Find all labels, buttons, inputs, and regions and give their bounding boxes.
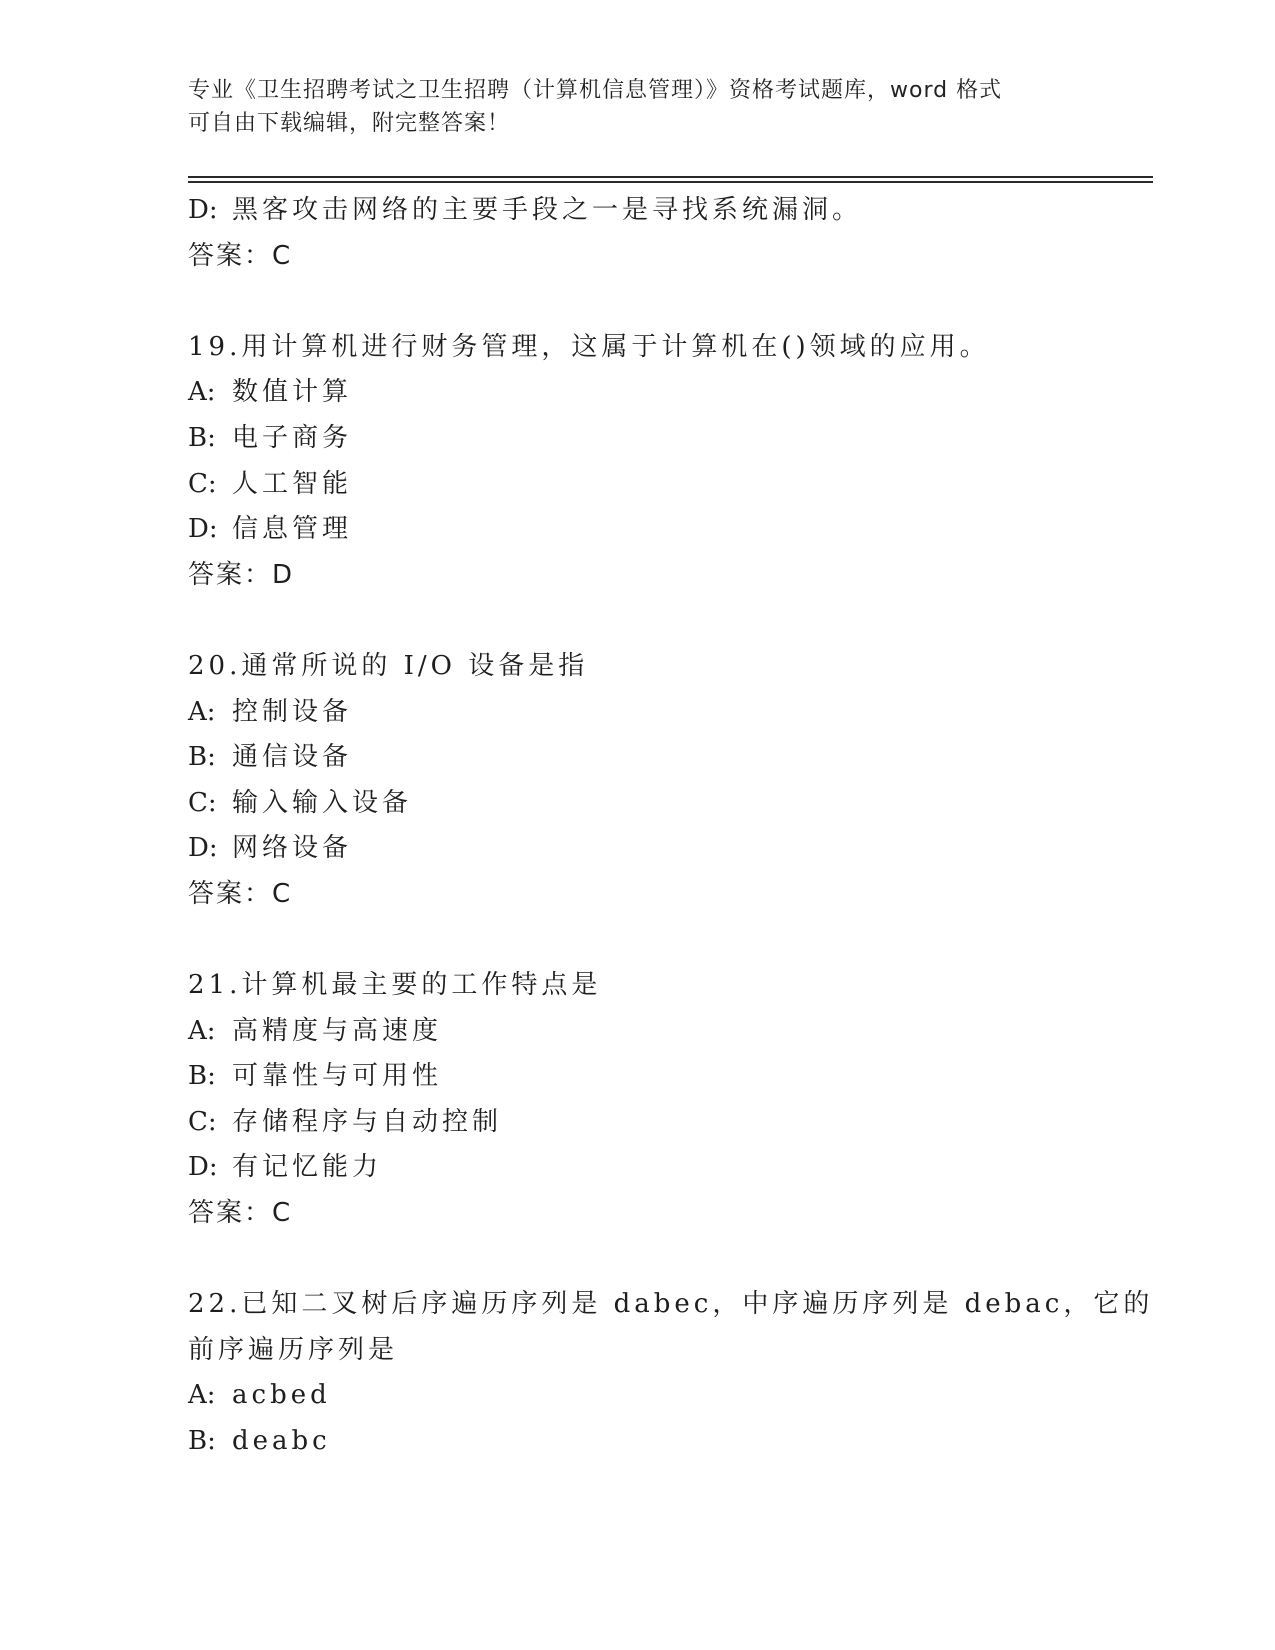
question-22-option-b: [188, 1419, 1088, 1465]
option-letter: D:: [188, 195, 218, 225]
question-20-answer: 答案：C: [188, 878, 293, 909]
option-letter: A:: [188, 1380, 216, 1411]
option-letter: A:: [188, 1015, 216, 1046]
document-header: [188, 74, 1068, 140]
header-divider-top: [188, 176, 1153, 178]
option-letter: C:: [188, 787, 217, 818]
option-text: 高精度与高速度: [232, 1015, 443, 1046]
option-letter: B:: [188, 1426, 216, 1457]
option-letter: D:: [188, 833, 218, 864]
spacer: [188, 598, 1088, 644]
prev-answer: 答案：C: [188, 240, 293, 271]
question-21-option-d: [188, 1145, 1088, 1191]
option-text: 控制设备: [232, 696, 353, 727]
prev-option-d: [188, 188, 1088, 234]
question-20-stem: 20.通常所说的 I/O 设备是指: [188, 650, 589, 681]
question-19-answer: 答案：D: [188, 559, 295, 590]
question-19-option-a: [188, 370, 1088, 416]
question-20-option-b: [188, 735, 1088, 781]
option-text: 人工智能: [232, 468, 353, 499]
option-text: 可靠性与可用性: [232, 1061, 443, 1092]
option-text: acbed: [232, 1380, 331, 1411]
header-title-line-2: 可自由下载编辑，附完整答案！: [188, 111, 511, 136]
option-text: 网络设备: [232, 833, 353, 864]
question-20-option-d: [188, 826, 1088, 872]
option-text: deabc: [232, 1426, 331, 1457]
option-letter: C:: [188, 1106, 217, 1137]
question-20-option-c: [188, 781, 1088, 827]
option-letter: A:: [188, 377, 216, 408]
option-text: 存储程序与自动控制: [232, 1106, 503, 1137]
option-letter: B:: [188, 1061, 216, 1092]
question-19-stem: 19.用计算机进行财务管理，这属于计算机在()领域的应用。: [188, 331, 990, 362]
option-text: 电子商务: [232, 422, 353, 453]
option-letter: A:: [188, 696, 216, 727]
option-text: 输入输入设备: [232, 787, 413, 818]
header-title-line-1: 专业《卫生招聘考试之卫生招聘（计算机信息管理）》资格考试题库，word 格式: [188, 78, 1003, 103]
question-22-stem-line-2: 前序遍历序列是: [188, 1334, 399, 1365]
question-22-stem-line-1: 22.已知二叉树后序遍历序列是 dabec，中序遍历序列是 debac，它的: [188, 1289, 1154, 1320]
spacer: [188, 279, 1088, 325]
option-letter: B:: [188, 422, 216, 453]
spacer: [188, 1237, 1088, 1283]
option-letter: C:: [188, 468, 217, 499]
question-21-answer: 答案：C: [188, 1198, 293, 1229]
question-22-option-a: [188, 1373, 1088, 1419]
option-letter: D:: [188, 514, 218, 545]
spacer: [188, 918, 1088, 964]
question-21-option-a: [188, 1009, 1088, 1055]
option-text: 通信设备: [232, 742, 353, 773]
question-21-stem: 21.计算机最主要的工作特点是: [188, 970, 602, 1001]
question-19-option-d: [188, 507, 1088, 553]
option-text: 信息管理: [232, 514, 353, 545]
option-text: 黑客攻击网络的主要手段之一是寻找系统漏洞。: [232, 195, 863, 225]
option-letter: D:: [188, 1152, 218, 1183]
question-19-option-c: [188, 462, 1088, 508]
question-20-option-a: [188, 690, 1088, 736]
question-21-option-b: [188, 1054, 1088, 1100]
option-text: 数值计算: [232, 377, 353, 408]
question-19-option-b: [188, 416, 1088, 462]
header-divider-bottom: [188, 181, 1153, 183]
question-list: [188, 188, 1154, 1465]
option-letter: B:: [188, 742, 216, 773]
option-text: 有记忆能力: [232, 1152, 383, 1183]
question-21-option-c: [188, 1100, 1088, 1146]
